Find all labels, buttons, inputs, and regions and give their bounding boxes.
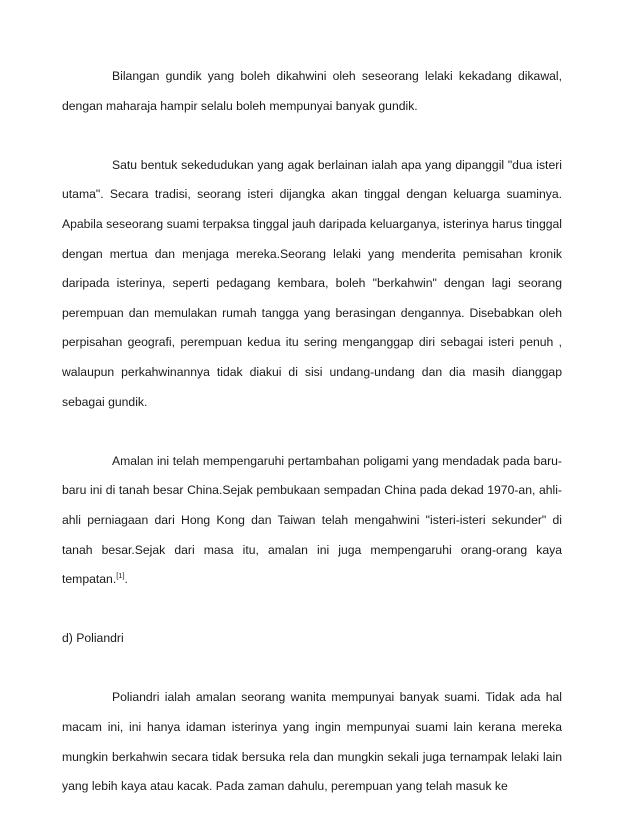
paragraph-dua-isteri-utama (62, 151, 562, 417)
paragraph-spacer (62, 654, 562, 684)
paragraph-gundik-limit (62, 62, 562, 121)
paragraph-poliandri (62, 683, 562, 801)
paragraph-spacer (62, 417, 562, 447)
paragraph-spacer (62, 595, 562, 625)
paragraph-text: Poliandri ialah amalan seorang wanita mempunyai banyak suami. Tidak ada hal macam ini, ini hanya idaman isterinya yang ingin mempunyai suami lain kerana mereka mungkin berkahwin secara tidak bersuka rela dan mungkin sekali juga ternampak lelaki lain yang lebih kaya atau kacak. Pada zaman dahulu, perempuan yang telah masuk ke (62, 690, 562, 794)
paragraph-poligami-china (62, 447, 562, 595)
paragraph-spacer (62, 121, 562, 151)
footnote-reference[interactable]: [1] (116, 571, 125, 581)
paragraph-tail: . (124, 572, 128, 587)
document-page (62, 62, 562, 802)
section-heading-poliandri: d) Poliandri (62, 631, 124, 646)
paragraph-text: Satu bentuk sekedudukan yang agak berlainan ialah apa yang dipanggil "dua isteri utama". Secara tradisi, seorang isteri dijangka akan tinggal dengan keluarga suaminya. Apabila seseorang suami terpaksa tinggal jauh daripada keluarganya, isterinya harus tinggal dengan mertua dan menjaga mereka.Seorang lelaki yang menderita pemisahan kronik daripada isterinya, seperti pedagang kembara, boleh "berkahwin" dengan lagi seorang perempuan dan memulakan rumah tangga yang berasingan dengannya. Disebabkan oleh perpisahan geografi, perempuan kedua itu sering menganggap diri sebagai isteri penuh , walaupun perkahwinannya tidak diakui di sisi undang-undang dan dia masih dianggap sebagai gundik. (62, 157, 562, 409)
paragraph-text: Bilangan gundik yang boleh dikahwini oleh seseorang lelaki kekadang dikawal, dengan maharaja hampir selalu boleh mempunyai banyak gundik. (62, 69, 562, 113)
paragraph-text: Amalan ini telah mempengaruhi pertambahan poligami yang mendadak pada baru-baru ini di tanah besar China.Sejak pembukaan sempadan China pada dekad 1970-an, ahli-ahli perniagaan dari Hong Kong dan Taiwan telah mengahwini "isteri-isteri sekunder" di tanah besar.Sejak dari masa itu, amalan ini juga mempengaruhi orang-orang kaya tempatan. (62, 453, 562, 587)
